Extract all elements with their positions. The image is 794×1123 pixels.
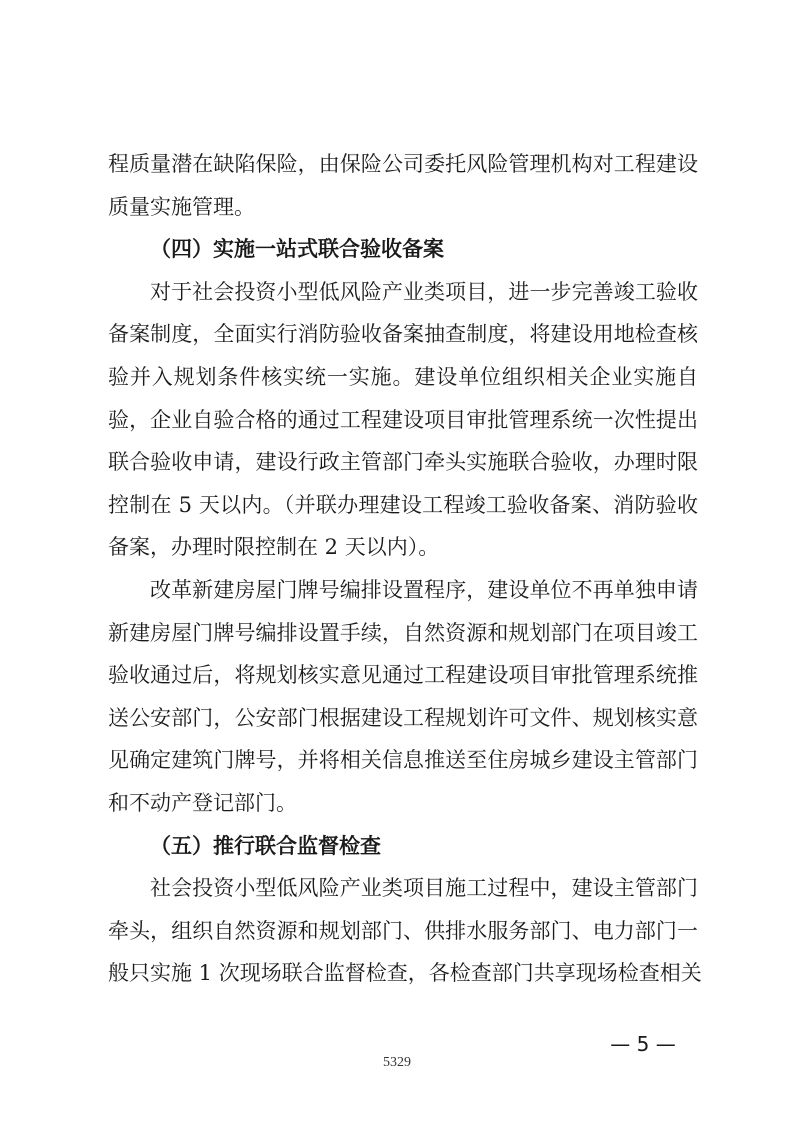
text-line: 联合验收申请，建设行政主管部门牵头实施联合验收，办理时限 bbox=[108, 450, 698, 475]
text-line: 牵头，组织自然资源和规划部门、供排水服务部门、电力部门一 bbox=[108, 918, 698, 943]
stamp-number: 5329 bbox=[383, 1055, 411, 1070]
text-line: 新建房屋门牌号编排设置手续，自然资源和规划部门在项目竣工 bbox=[108, 620, 698, 645]
text-line: 备案，办理时限控制在 2 天以内）。 bbox=[108, 535, 440, 560]
section-heading: （五）推行联合监督检查 bbox=[150, 833, 381, 858]
text-line: 见确定建筑门牌号，并将相关信息推送至住房城乡建设主管部门 bbox=[108, 748, 698, 773]
text-line: 验并入规划条件核实统一实施。建设单位组织相关企业实施自 bbox=[108, 364, 698, 389]
document-body bbox=[108, 143, 702, 995]
text-line: 对于社会投资小型低风险产业类项目，进一步完善竣工验收 bbox=[150, 279, 698, 304]
section-heading: （四）实施一站式联合验收备案 bbox=[150, 237, 444, 262]
text-line: 验收通过后，将规划核实意见通过工程建设项目审批管理系统推 bbox=[108, 663, 698, 688]
text-line: 般只实施 1 次现场联合监督检查，各检查部门共享现场检查相关 bbox=[108, 961, 702, 986]
text-line: 送公安部门，公安部门根据建设工程规划许可文件、规划核实意 bbox=[108, 705, 698, 730]
text-line: 社会投资小型低风险产业类项目施工过程中，建设主管部门 bbox=[150, 876, 698, 901]
text-line: 质量实施管理。 bbox=[108, 194, 255, 219]
text-line: 验，企业自验合格的通过工程建设项目审批管理系统一次性提出 bbox=[108, 407, 698, 432]
text-line: 程质量潜在缺陷保险，由保险公司委托风险管理机构对工程建设 bbox=[108, 152, 698, 176]
text-line: 备案制度，全面实行消防验收备案抽查制度，将建设用地检查核 bbox=[108, 322, 698, 347]
text-line: 控制在 5 天以内。（并联办理建设工程竣工验收备案、消防验收 bbox=[108, 492, 698, 517]
page-number: — 5 — bbox=[610, 1032, 676, 1056]
text-line: 改革新建房屋门牌号编排设置程序，建设单位不再单独申请 bbox=[150, 577, 698, 602]
text-line: 和不动产登记部门。 bbox=[108, 790, 297, 815]
